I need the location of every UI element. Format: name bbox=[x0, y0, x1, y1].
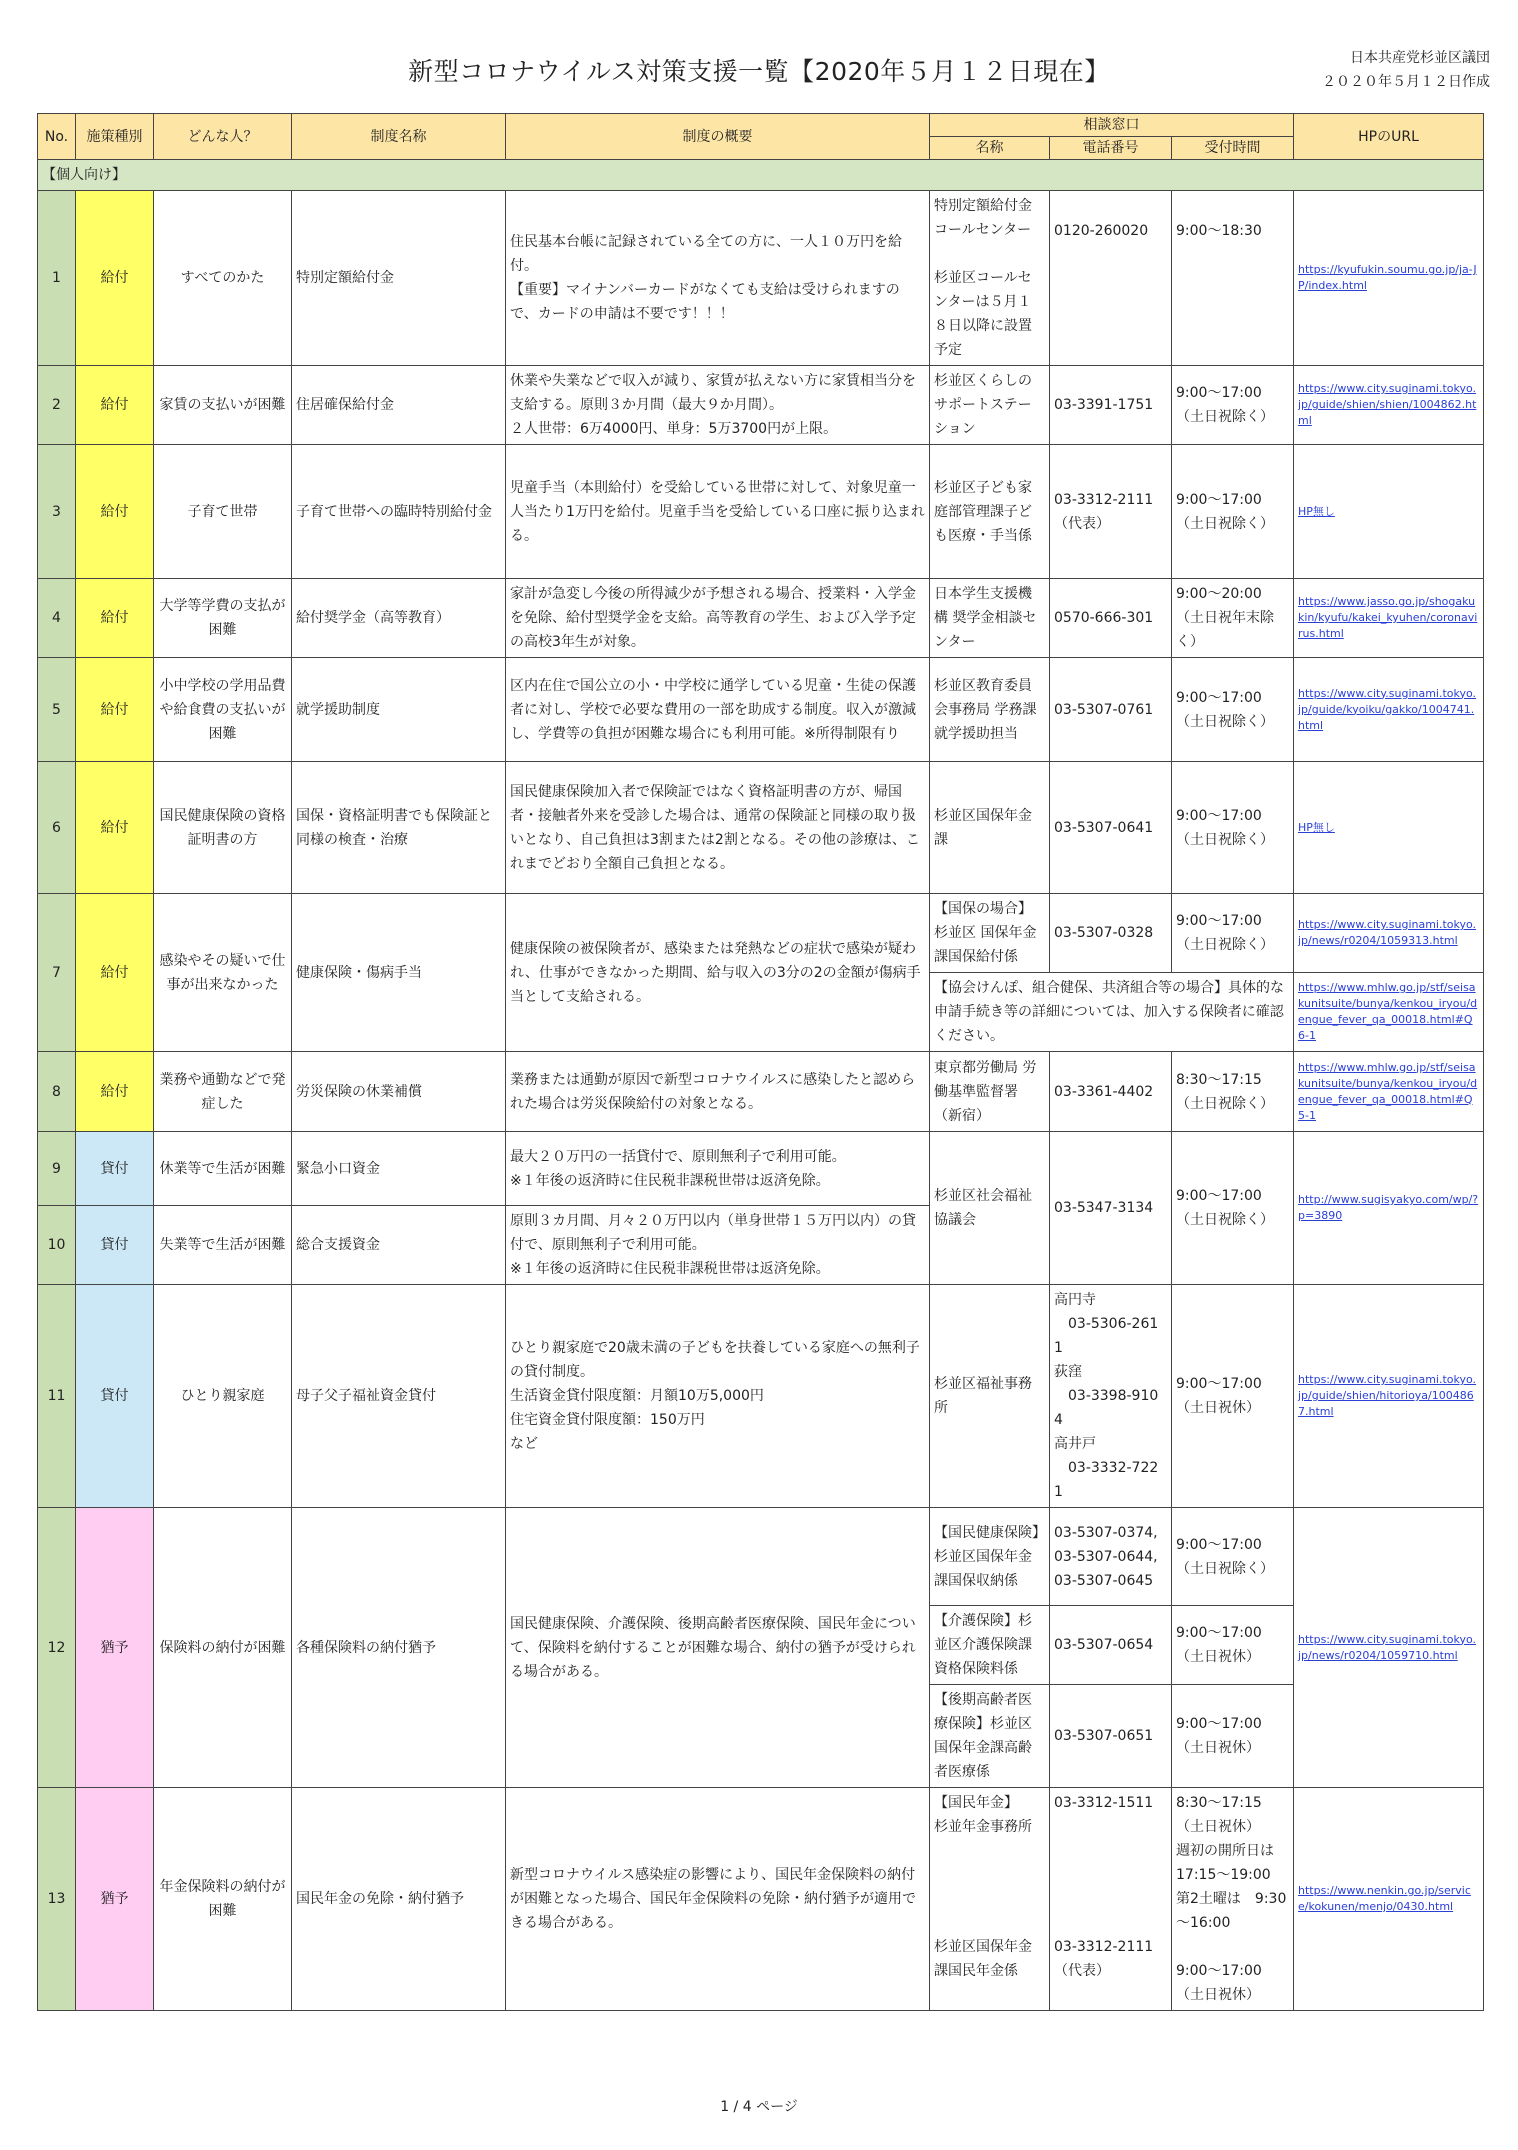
row-hours: 9:00～17:00 （土日祝休） bbox=[1172, 1606, 1294, 1685]
row-no: 3 bbox=[38, 445, 76, 579]
row-contact: 杉並区福祉事務所 bbox=[930, 1285, 1050, 1508]
row-summary: 国民健康保険、介護保険、後期高齢者医療保険、国民年金について、保険料を納付することが困難な場合、納付の猶予が受けられる場合がある。 bbox=[506, 1508, 930, 1788]
row-url-link[interactable]: https://www.mhlw.go.jp/stf/seisakunitsuite/bunya/kenkou_iryou/dengue_fever_qa_00018.html#Q6-1 bbox=[1294, 973, 1484, 1052]
table-row bbox=[38, 762, 1484, 894]
row-name: 国保・資格証明書でも保険証と同様の検査・治療 bbox=[292, 762, 506, 894]
row-who: 失業等で生活が困難 bbox=[154, 1206, 292, 1285]
row-no: 2 bbox=[38, 366, 76, 445]
row-url-link[interactable]: https://www.city.suginami.tokyo.jp/news/r0204/1059710.html bbox=[1294, 1508, 1484, 1788]
row-contact: 杉並区社会福祉協議会 bbox=[930, 1132, 1050, 1285]
row-url-link[interactable]: https://www.jasso.go.jp/shogakukin/kyufu/kakei_kyuhen/coronavirus.html bbox=[1294, 579, 1484, 658]
row-contact: 日本学生支援機構 奨学金相談センター bbox=[930, 579, 1050, 658]
author-block bbox=[1322, 46, 1490, 94]
row-name: 各種保険料の納付猶予 bbox=[292, 1508, 506, 1788]
row-summary: 新型コロナウイルス感染症の影響により、国民年金保険料の納付が困難となった場合、国民年金保険料の免除・納付猶予が適用できる場合がある。 bbox=[506, 1788, 930, 2011]
row-name: 国民年金の免除・納付猶予 bbox=[292, 1788, 506, 2011]
row-who: 小中学校の学用品費や給食費の支払いが困難 bbox=[154, 658, 292, 762]
row-no: 11 bbox=[38, 1285, 76, 1508]
row-summary: 区内在住で国公立の小・中学校に通学している児童・生徒の保護者に対し、学校で必要な費用の一部を助成する制度。収入が激減し、学費等の負担が困難な場合にも利用可能。※所得制限有り bbox=[506, 658, 930, 762]
row-url-link[interactable]: https://www.nenkin.go.jp/service/kokunen/menjo/0430.html bbox=[1294, 1788, 1484, 2011]
row-contact-note: 【協会けんぽ、組合健保、共済組合等の場合】具体的な申請手続き等の詳細については、加入する保険者に確認ください。 bbox=[930, 973, 1294, 1052]
row-tel: 03-3312-2111 （代表） bbox=[1050, 445, 1172, 579]
page-title: 新型コロナウイルス対策支援一覧【2020年５月１２日現在】 bbox=[408, 57, 1110, 86]
row-tel: 0120-260020 bbox=[1050, 191, 1172, 366]
row-url-link[interactable]: https://www.city.suginami.tokyo.jp/guide/kyoiku/gakko/1004741.html bbox=[1294, 658, 1484, 762]
row-no: 12 bbox=[38, 1508, 76, 1788]
table-row bbox=[38, 445, 1484, 579]
col-no: No. bbox=[38, 114, 76, 160]
row-who: 感染やその疑いで仕事が出来なかった bbox=[154, 894, 292, 1052]
table-row bbox=[38, 1508, 1484, 1606]
row-type: 猶予 bbox=[76, 1788, 154, 2011]
row-hours: 8:30～17:15 （土日祝休） 週初の開所日は 17:15～19:00 第2土曜は 9:30～16:00 9:00～17:00 （土日祝休） bbox=[1172, 1788, 1294, 2011]
row-url-link: HP無し bbox=[1294, 762, 1484, 894]
row-no: 6 bbox=[38, 762, 76, 894]
row-tel: 03-5307-0328 bbox=[1050, 894, 1172, 973]
row-contact: 【国民年金】 杉並年金事務所 杉並区国保年金課国民年金係 bbox=[930, 1788, 1050, 2011]
author-org: 日本共産党杉並区議団 bbox=[1350, 50, 1490, 66]
row-no: 4 bbox=[38, 579, 76, 658]
row-summary: 原則３カ月間、月々２０万円以内（単身世帯１５万円以内）の貸付で、原則無利子で利用可能。 ※１年後の返済時に住民税非課税世帯は返済免除。 bbox=[506, 1206, 930, 1285]
row-type: 給付 bbox=[76, 445, 154, 579]
table-row bbox=[38, 1285, 1484, 1508]
row-type: 貸付 bbox=[76, 1206, 154, 1285]
row-name: 母子父子福祉資金貸付 bbox=[292, 1285, 506, 1508]
section-header: 【個人向け】 bbox=[38, 160, 1484, 191]
row-summary: 国民健康保険加入者で保険証ではなく資格証明書の方が、帰国者・接触者外来を受診した場合は、通常の保険証と同様の取り扱いとなり、自己負担は3割または2割となる。その他の診療は、これまでどおり全額自己負担となる。 bbox=[506, 762, 930, 894]
row-contact: 特別定額給付金コールセンター 杉並区コールセンターは５月１８日以降に設置予定 bbox=[930, 191, 1050, 366]
row-no: 10 bbox=[38, 1206, 76, 1285]
row-hours: 9:00～17:00 （土日祝休） bbox=[1172, 1285, 1294, 1508]
col-contact-hours: 受付時間 bbox=[1172, 137, 1294, 160]
row-type: 貸付 bbox=[76, 1132, 154, 1206]
row-summary: 業務または通勤が原因で新型コロナウイルスに感染したと認められた場合は労災保険給付の対象となる。 bbox=[506, 1052, 930, 1132]
row-contact: 東京都労働局 労働基準監督署（新宿） bbox=[930, 1052, 1050, 1132]
row-hours: 9:00～17:00（土日祝除く） bbox=[1172, 658, 1294, 762]
row-type: 猶予 bbox=[76, 1508, 154, 1788]
row-who: 大学等学費の支払が困難 bbox=[154, 579, 292, 658]
row-hours: 9:00～17:00（土日祝除く） bbox=[1172, 1508, 1294, 1606]
row-url-link[interactable]: https://www.city.suginami.tokyo.jp/guide/shien/hitorioya/1004867.html bbox=[1294, 1285, 1484, 1508]
row-no: 5 bbox=[38, 658, 76, 762]
row-no: 8 bbox=[38, 1052, 76, 1132]
row-summary: 家計が急変し今後の所得減少が予想される場合、授業料・入学金を免除、給付型奨学金を支給。高等教育の学生、および入学予定の高校3年生が対象。 bbox=[506, 579, 930, 658]
col-contact-tel: 電話番号 bbox=[1050, 137, 1172, 160]
row-url-link: HP無し bbox=[1294, 445, 1484, 579]
row-url-link[interactable]: http://www.sugisyakyo.com/wp/?p=3890 bbox=[1294, 1132, 1484, 1285]
row-type: 給付 bbox=[76, 1052, 154, 1132]
row-hours: 9:00～17:00（土日祝除く） bbox=[1172, 894, 1294, 973]
author-date: ２０２０年５月１２日作成 bbox=[1322, 74, 1490, 90]
row-no: 9 bbox=[38, 1132, 76, 1206]
table-row bbox=[38, 894, 1484, 973]
row-contact: 【国保の場合】杉並区 国保年金課国保給付係 bbox=[930, 894, 1050, 973]
row-type: 給付 bbox=[76, 191, 154, 366]
row-tel: 03-3361-4402 bbox=[1050, 1052, 1172, 1132]
row-url-link[interactable]: https://www.mhlw.go.jp/stf/seisakunitsuite/bunya/kenkou_iryou/dengue_fever_qa_00018.html#Q5-1 bbox=[1294, 1052, 1484, 1132]
table-row bbox=[38, 191, 1484, 366]
col-name: 制度名称 bbox=[292, 114, 506, 160]
row-who: 家賃の支払いが困難 bbox=[154, 366, 292, 445]
row-name: 健康保険・傷病手当 bbox=[292, 894, 506, 1052]
row-name: 就学援助制度 bbox=[292, 658, 506, 762]
row-who: 年金保険料の納付が困難 bbox=[154, 1788, 292, 2011]
row-type: 給付 bbox=[76, 658, 154, 762]
row-name: 給付奨学金（高等教育） bbox=[292, 579, 506, 658]
row-who: ひとり親家庭 bbox=[154, 1285, 292, 1508]
row-tel: 03-3312-1511 03-3312-2111 （代表） bbox=[1050, 1788, 1172, 2011]
row-name: 緊急小口資金 bbox=[292, 1132, 506, 1206]
col-contact: 相談窓口 bbox=[930, 114, 1294, 137]
row-tel: 03-5347-3134 bbox=[1050, 1132, 1172, 1285]
table-row bbox=[38, 658, 1484, 762]
row-hours: 9:00～17:00（土日祝除く） bbox=[1172, 1132, 1294, 1285]
table-row bbox=[38, 366, 1484, 445]
row-url-link[interactable]: https://kyufukin.soumu.go.jp/ja-JP/index.html bbox=[1294, 191, 1484, 366]
row-type: 給付 bbox=[76, 894, 154, 1052]
row-no: 7 bbox=[38, 894, 76, 1052]
row-tel: 03-3391-1751 bbox=[1050, 366, 1172, 445]
row-tel: 03-5307-0651 bbox=[1050, 1685, 1172, 1788]
row-contact: 杉並区国保年金課 bbox=[930, 762, 1050, 894]
row-tel: 03-5307-0374, 03-5307-0644, 03-5307-0645 bbox=[1050, 1508, 1172, 1606]
row-tel: 高円寺 03-5306-2611 荻窪 03-3398-9104 高井戸 03-3332-7221 bbox=[1050, 1285, 1172, 1508]
row-who: 保険料の納付が困難 bbox=[154, 1508, 292, 1788]
row-summary: 児童手当（本則給付）を受給している世帯に対して、対象児童一人当たり1万円を給付。児童手当を受給している口座に振り込まれる。 bbox=[506, 445, 930, 579]
row-hours: 9:00～17:00（土日祝除く） bbox=[1172, 445, 1294, 579]
row-no: 1 bbox=[38, 191, 76, 366]
row-summary: 住民基本台帳に記録されている全ての方に、一人１０万円を給付。 【重要】マイナンバーカードがなくても支給は受けられますので、カードの申請は不要です！！！ bbox=[506, 191, 930, 366]
row-who: 国民健康保険の資格証明書の方 bbox=[154, 762, 292, 894]
row-no: 13 bbox=[38, 1788, 76, 2011]
col-who: どんな人？ bbox=[154, 114, 292, 160]
row-name: 労災保険の休業補償 bbox=[292, 1052, 506, 1132]
row-contact: 【後期高齢者医療保険】杉並区国保年金課高齢者医療係 bbox=[930, 1685, 1050, 1788]
table-row bbox=[38, 1132, 1484, 1206]
row-hours: 8:30～17:15（土日祝除く） bbox=[1172, 1052, 1294, 1132]
row-name: 特別定額給付金 bbox=[292, 191, 506, 366]
row-who: 業務や通勤などで発症した bbox=[154, 1052, 292, 1132]
row-type: 給付 bbox=[76, 579, 154, 658]
row-summary: 最大２０万円の一括貸付で、原則無利子で利用可能。 ※１年後の返済時に住民税非課税世帯は返済免除。 bbox=[506, 1132, 930, 1206]
row-url-link[interactable]: https://www.city.suginami.tokyo.jp/guide/shien/shien/1004862.html bbox=[1294, 366, 1484, 445]
col-summary: 制度の概要 bbox=[506, 114, 930, 160]
row-contact: 杉並区子ども家庭部管理課子ども医療・手当係 bbox=[930, 445, 1050, 579]
row-type: 給付 bbox=[76, 762, 154, 894]
row-name: 住居確保給付金 bbox=[292, 366, 506, 445]
page-footer: 1 / 4 ページ bbox=[720, 2099, 798, 2115]
row-summary: 休業や失業などで収入が減り、家賃が払えない方に家賃相当分を支給する。原則３か月間（最大９か月間）。 ２人世帯：6万4000円、単身：5万3700円が上限。 bbox=[506, 366, 930, 445]
row-tel: 03-5307-0761 bbox=[1050, 658, 1172, 762]
row-type: 貸付 bbox=[76, 1285, 154, 1508]
row-tel: 03-5307-0641 bbox=[1050, 762, 1172, 894]
row-hours: 9:00～20:00（土日祝年末除く） bbox=[1172, 579, 1294, 658]
col-contact-name: 名称 bbox=[930, 137, 1050, 160]
row-summary: ひとり親家庭で20歳未満の子どもを扶養している家庭への無利子の貸付制度。 生活資金貸付限度額：月額10万5,000円 住宅資金貸付限度額：150万円 など bbox=[506, 1285, 930, 1508]
col-type: 施策種別 bbox=[76, 114, 154, 160]
row-summary: 健康保険の被保険者が、感染または発熱などの症状で感染が疑われ、仕事ができなかった期間、給与収入の3分の2の金額が傷病手当として支給される。 bbox=[506, 894, 930, 1052]
row-name: 子育て世帯への臨時特別給付金 bbox=[292, 445, 506, 579]
row-who: すべてのかた bbox=[154, 191, 292, 366]
row-who: 子育て世帯 bbox=[154, 445, 292, 579]
row-hours: 9:00～17:00（土日祝除く） bbox=[1172, 366, 1294, 445]
row-hours: 9:00～17:00 （土日祝休） bbox=[1172, 1685, 1294, 1788]
row-who: 休業等で生活が困難 bbox=[154, 1132, 292, 1206]
table-row bbox=[38, 1788, 1484, 2011]
table-row bbox=[38, 1052, 1484, 1132]
row-contact: 【介護保険】杉並区介護保険課資格保険料係 bbox=[930, 1606, 1050, 1685]
table-row bbox=[38, 579, 1484, 658]
row-hours: 9:00～18:30 bbox=[1172, 191, 1294, 366]
row-contact: 杉並区くらしのサポートステーション bbox=[930, 366, 1050, 445]
row-tel: 03-5307-0654 bbox=[1050, 1606, 1172, 1685]
row-contact: 【国民健康保険】杉並区国保年金課国保収納係 bbox=[930, 1508, 1050, 1606]
row-hours: 9:00～17:00（土日祝除く） bbox=[1172, 762, 1294, 894]
row-url-link[interactable]: https://www.city.suginami.tokyo.jp/news/r0204/1059313.html bbox=[1294, 894, 1484, 973]
row-contact: 杉並区教育委員会事務局 学務課就学援助担当 bbox=[930, 658, 1050, 762]
row-name: 総合支援資金 bbox=[292, 1206, 506, 1285]
row-type: 給付 bbox=[76, 366, 154, 445]
support-table bbox=[37, 113, 1484, 2011]
row-tel: 0570-666-301 bbox=[1050, 579, 1172, 658]
col-url: HPのURL bbox=[1294, 114, 1484, 160]
